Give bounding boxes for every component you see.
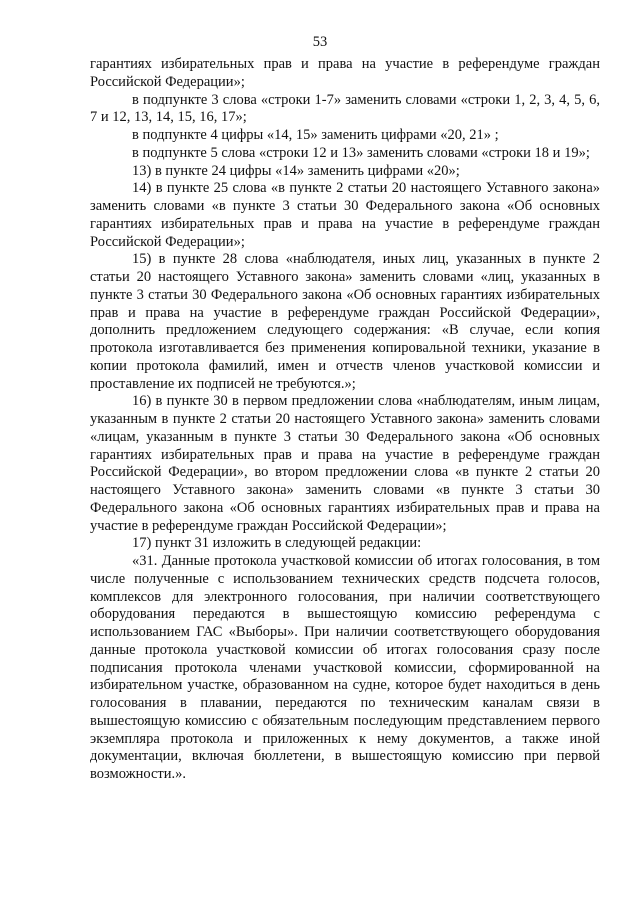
paragraph-item-15: 15) в пункте 28 слова «наблюдателя, иных лиц, указанных в пункте 2 статьи 20 настоящего Уставного закона» заменить словами «лиц, указанных в пункте 3 статьи 30 Федерального закона «Об основных гарантиях избирательных прав и права на участие в референдуме граждан Российской Федерации», дополнить предложением следующего содержания: «В случае, если копия протокола изготавливается без применения копировальной техники, указание в копии протокола фамилий, имен и отчеств членов участковой комиссии и проставление их подписей не требуются.»; [90, 251, 600, 392]
document-body [90, 56, 600, 784]
paragraph-continuation: гарантиях избирательных прав и права на участие в референдуме граждан Российской Федерации»; [90, 56, 600, 90]
paragraph-item-17: 17) пункт 31 изложить в следующей редакции: [132, 535, 422, 552]
paragraph-subitem-3: в подпункте 3 слова «строки 1-7» заменить словами «строки 1, 2, 3, 4, 5, 6, 7 и 12, 13, 14, 15, 16, 17»; [90, 91, 600, 126]
paragraph-subitem-5: в подпункте 5 слова «строки 12 и 13» заменить словами «строки 18 и 19»; [132, 144, 590, 161]
paragraph-subitem-4: в подпункте 4 цифры «14, 15» заменить цифрами «20, 21» ; [132, 127, 499, 143]
paragraph-item-14: 14) в пункте 25 слова «в пункте 2 статьи 20 настоящего Уставного закона» заменить словами «в пункте 3 статьи 30 Федерального закона «Об основных гарантиях избирательных прав и права на участие в референдуме граждан Российской Федерации»; [90, 180, 600, 250]
paragraph-item-13: 13) в пункте 24 цифры «14» заменить цифрами «20»; [132, 162, 460, 179]
paragraph-item-16: 16) в пункте 30 в первом предложении слова «наблюдателям, иным лицам, указанным в пункте 2 статьи 20 настоящего Уставного закона» заменить словами «лицам, указанным в пункте 3 статьи 30 Федерального закона «Об основных гарантиях избирательных прав и права на участие в референдуме граждан Российской Федерации», во втором предложении слова «в пункте 2 статьи 20 настоящего Уставного закона» заменить словами «в пункте 3 статьи 30 Федерального закона «Об основных гарантиях избирательных прав и права на участие в референдуме граждан Российской Федерации»; [90, 393, 600, 534]
paragraph-clause-31: «31. Данные протокола участковой комиссии об итогах голосования, в том числе полученные с использованием технических средств подсчета голосов, комплексов для электронного голосования, при наличии соответствующего оборудования передаются в вышестоящую комиссию референдума с использованием ГАС «Выборы». При наличии соответствующего оборудования данные протокола участковой комиссии об итогах голосования сразу после подписания протокола членами участковой комиссии, сформированной на избирательном участке, образованном на судне, которое будет находиться в день голосования в плавании, передаются по техническим каналам связи в вышестоящую комиссию с обязательным последующим представлением первого экземпляра протокола и приложенных к нему документов, а также иной документации, включая бюллетени, в вышестоящую комиссию при первой возможности.». [90, 553, 600, 782]
page-number: 53 [312, 34, 328, 50]
